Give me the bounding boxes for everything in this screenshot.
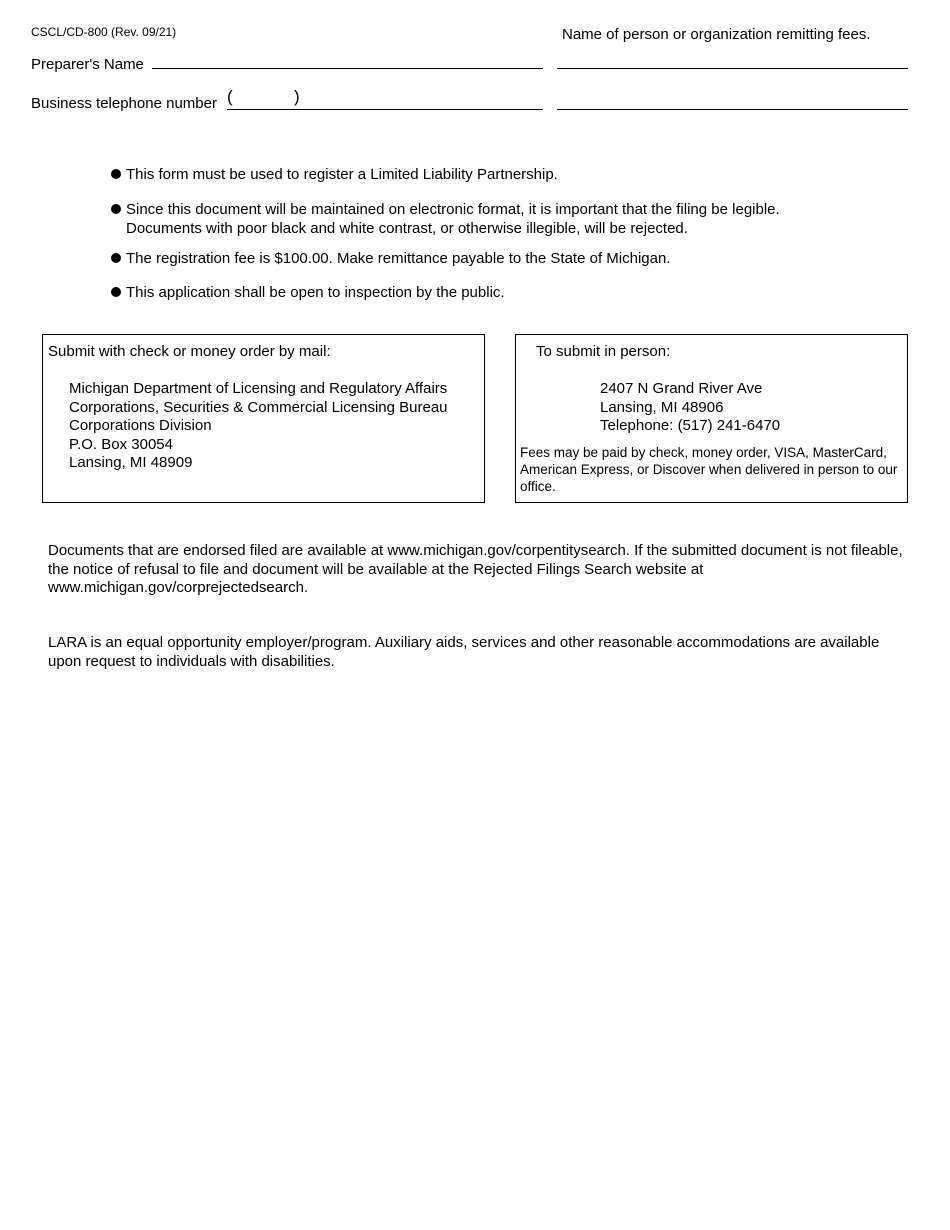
area-code-open-paren: ( [227, 87, 233, 106]
in-person-submission-box [515, 334, 908, 503]
office-telephone: Telephone: (517) 241-6470 [600, 417, 781, 434]
bullet-icon [111, 287, 121, 297]
preparer-name-field[interactable] [152, 68, 543, 69]
mail-address-line: Corporations Division [69, 417, 212, 434]
remitter-address-field[interactable] [557, 109, 908, 110]
bullet-icon [111, 204, 121, 214]
business-phone-label: Business telephone number [31, 95, 217, 112]
remitter-label: Name of person or organization remitting fees. [562, 26, 871, 43]
bullet-icon [111, 169, 121, 179]
in-person-box-heading: To submit in person: [536, 343, 671, 360]
instruction-text: Since this document will be maintained on electronic format, it is important that the filing be legible. [126, 201, 780, 218]
instruction-text: This application shall be open to inspection by the public. [126, 284, 505, 301]
area-code-close-paren: ) [294, 87, 300, 106]
equal-opportunity-statement: LARA is an equal opportunity employer/program. Auxiliary aids, services and other reasonable accommodations are available upon request to individuals with disabilities. [48, 634, 880, 670]
business-phone-field[interactable] [227, 109, 543, 110]
preparer-name-label: Preparer's Name [31, 56, 144, 73]
mail-address-line: Michigan Department of Licensing and Regulatory Affairs [69, 380, 448, 397]
office-address-line: 2407 N Grand River Ave [600, 380, 763, 397]
fees-payment-note: Fees may be paid by check, money order, VISA, MasterCard, American Express, or Discover when delivered in person to our office. [520, 445, 898, 494]
instruction-text-continued: Documents with poor black and white contrast, or otherwise illegible, will be rejected. [126, 220, 688, 237]
document-availability-text: Documents that are endorsed filed are available at www.michigan.gov/corpentitysearch. If the submitted document is not fileable, the notice of refusal to file and document will be available at the Rejected Filings Search website at www.michigan.gov/corprejectedsearch. [48, 542, 903, 596]
mail-address-line: P.O. Box 30054 [69, 435, 173, 453]
instruction-text: This form must be used to register a Limited Liability Partnership. [126, 166, 558, 183]
instruction-text: The registration fee is $100.00. Make remittance payable to the State of Michigan. [126, 250, 671, 267]
form-code: CSCL/CD-800 (Rev. 09/21) [31, 25, 177, 39]
mail-address-line: Lansing, MI 48909 [69, 454, 193, 471]
mail-submission-box [42, 334, 485, 503]
office-address-line: Lansing, MI 48906 [600, 398, 724, 416]
mail-address-line: Corporations, Securities & Commercial Licensing Bureau [69, 398, 448, 416]
remitter-name-field[interactable] [557, 68, 908, 69]
bullet-icon [111, 253, 121, 263]
mail-box-heading: Submit with check or money order by mail: [48, 343, 331, 360]
